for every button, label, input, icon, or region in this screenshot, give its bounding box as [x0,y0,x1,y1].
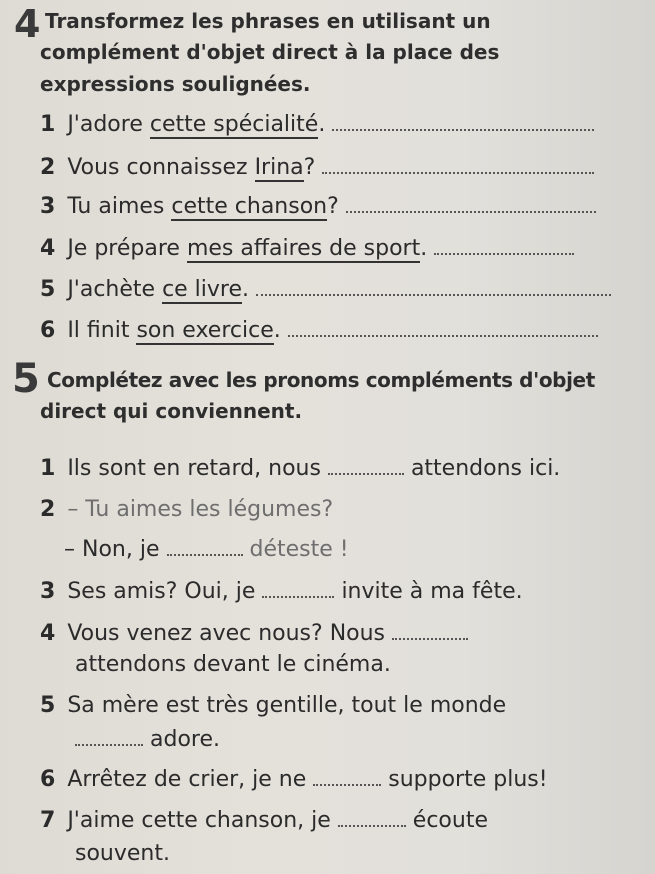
item-text: Tu aimes [67,194,172,219]
exercise-5-instruction-line-2: direct qui conviennent. [40,399,303,423]
exercise-5-item-7 [40,808,488,834]
exercise-5-item-4-continued [75,652,391,678]
item-text: Vous connaissez [67,155,255,180]
underlined-expression: cette chanson [171,194,328,219]
exercise-5-item-7-continued [75,841,170,867]
exercise-4-item-1 [40,112,594,138]
item-number: 4 [40,236,56,261]
exercise-4-item-5 [40,277,611,303]
answer-blank[interactable] [346,211,596,213]
answer-blank[interactable] [328,473,404,475]
item-number: 6 [40,318,56,343]
item-number: 5 [40,277,56,302]
answer-blank[interactable] [338,825,406,827]
item-punctuation: . [242,277,250,302]
exercise-4-instruction-line-3: expressions soulignées. [40,72,311,96]
item-text: Il finit [67,318,137,343]
exercise-4-item-3 [40,194,596,220]
item-punctuation: ? [303,155,316,180]
exercise-4-item-2 [40,155,594,181]
exercise-5-item-2-question [40,497,333,523]
underlined-expression: Irina [254,155,304,180]
answer-blank[interactable] [288,335,598,337]
answer-blank[interactable] [322,172,594,174]
item-text: souvent. [75,841,170,866]
item-number: 6 [40,767,56,792]
answer-blank[interactable] [313,784,381,786]
item-punctuation: . [318,112,326,137]
item-text: invite à ma fête. [341,579,523,604]
item-number: 1 [40,112,56,137]
underlined-expression: son exercice [136,318,274,343]
item-text: Ses amis? Oui, je [67,579,256,604]
item-text: attendons devant le cinéma. [75,652,391,677]
exercise-5-item-2-answer [64,537,349,563]
exercise-5-item-3 [40,579,523,605]
item-number: 4 [40,621,56,646]
exercise-4-instruction-line-1: Transformez les phrases en utilisant un [45,9,491,33]
item-number: 5 [40,693,56,718]
answer-blank[interactable] [434,253,574,255]
underlined-expression: mes affaires de sport [186,236,421,261]
exercise-5-instruction-line-1: Complétez avec les pronoms compléments d'objet [47,368,595,392]
item-text: – Tu aimes les légumes? [67,497,334,522]
item-text: déteste ! [249,537,349,562]
item-text: adore. [150,727,220,752]
exercise-5-item-1 [40,456,560,482]
item-text: J'achète [67,277,163,302]
item-number: 7 [40,808,56,833]
exercise-5-item-5 [40,693,506,719]
answer-blank[interactable] [332,129,594,131]
item-text: Ils sont en retard, nous [67,456,321,481]
item-text: écoute [412,808,488,833]
item-text: – Non, je [64,537,160,562]
item-text: supporte plus! [388,767,548,792]
item-text: Vous venez avec nous? Nous [67,621,386,646]
item-text: attendons ici. [410,456,561,481]
item-punctuation: . [420,236,428,261]
exercise-5-item-4 [40,621,468,647]
underlined-expression: ce livre [162,277,243,302]
exercise-5-item-6 [40,767,548,793]
answer-blank[interactable] [256,294,611,296]
exercise-4-instruction-line-2: complément d'objet direct à la place des [40,40,500,64]
exercise-5-number: 5 [12,356,40,402]
answer-blank[interactable] [167,554,243,556]
item-number: 3 [40,194,56,219]
item-text: Je prépare [67,236,187,261]
answer-blank[interactable] [262,596,334,598]
answer-blank[interactable] [392,638,468,640]
item-number: 1 [40,456,56,481]
item-text: J'aime cette chanson, je [67,808,331,833]
item-number: 2 [40,155,56,180]
exercise-5-item-5-continued [75,727,220,753]
exercise-4-number: 4 [14,2,41,46]
answer-blank[interactable] [75,744,143,746]
item-text: J'adore [67,112,150,137]
item-number: 2 [40,497,56,522]
exercise-4-item-6 [40,318,598,344]
item-text: Arrêtez de crier, je ne [67,767,307,792]
item-punctuation: . [273,318,281,343]
underlined-expression: cette spécialité [149,112,319,137]
exercise-4-item-4 [40,236,574,262]
item-text: Sa mère est très gentille, tout le monde [67,693,507,718]
item-number: 3 [40,579,56,604]
item-punctuation: ? [327,194,339,219]
